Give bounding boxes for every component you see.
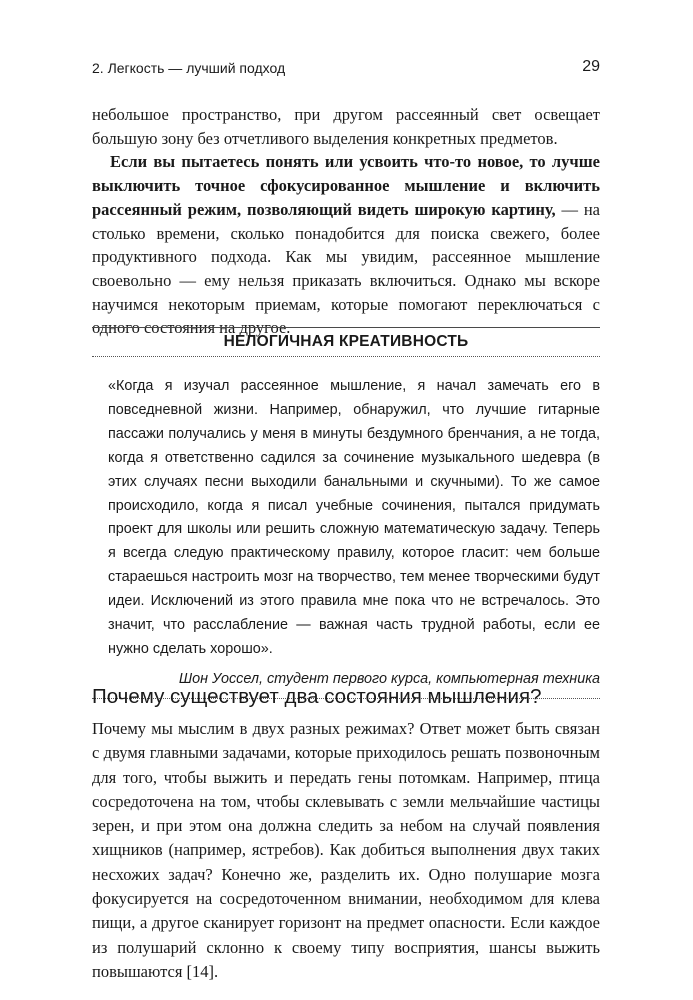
section-heading: Почему существует два состояния мышления? xyxy=(92,685,542,708)
intro-text xyxy=(92,103,600,340)
intro-paragraph-2 xyxy=(92,150,600,340)
intro-paragraph-2-rest: — на столько времени, сколько понадобится для поиска свежего, более продуктивного подхода. Как мы увидим, рассеянное мышление своевольно — ему нельзя приказать включиться. Однако мы вскоре научимся некоторым приемам, которые помогают переключаться с одного состояния на другое. xyxy=(92,199,600,338)
running-header xyxy=(92,60,600,80)
chapter-title: 2. Легкость — лучший подход xyxy=(92,60,286,76)
intro-paragraph-1: небольшое пространство, при другом рассеянный свет освещает большую зону без отчетливого выделения конкретных предметов. xyxy=(92,105,600,148)
sidebar-title: НЕЛОГИЧНАЯ КРЕАТИВНОСТЬ xyxy=(223,333,469,350)
sidebar-box xyxy=(92,327,600,699)
section-text xyxy=(92,717,600,984)
page-number: 29 xyxy=(582,58,600,75)
section-paragraph: Почему мы мыслим в двух разных режимах? Ответ может быть связан с двумя главными задачами, которые приходилось решать позвоночным для того, чтобы выжить и передать гены потомкам. Например, птица сосредоточена на том, чтобы склевывать с земли мельчайшие частицы зерен, и при этом она должна следить за небом на случай появления хищников (например, ястребов). Как добиться выполнения двух таких несхожих задач? Конечно же, разделить их. Одно полушарие мозга фокусируется на сосредоточенном внимании, необходимом для клева пищи, а другое сканирует горизонт на предмет опасности. Если каждое из полушарий склонно к своему типу восприятия, шансы выжить повышаются [14]. xyxy=(92,719,600,981)
sidebar-attribution: Шон Уоссел, студент первого курса, компьютерная техника xyxy=(178,670,600,687)
sidebar-quote: «Когда я изучал рассеянное мышление, я начал замечать его в повседневной жизни. Например, обнаружил, что лучшие гитарные пассажи получались у меня в минуты бездумного бренчания, а не тогда, когда я ответственно садился за сочинение музыкального шедевра (в этих случаях песни выходили банальными и скучными). То же самое происходило, когда я писал учебные сочинения, пытался придумать проект для школы или решить сложную математическую задачу. Теперь я всегда следую практическому правилу, которое гласит: чем больше стараешься настроить мозг на творчество, тем менее творческими будут идеи. Исключений из этого правила мне пока что не встречалось. Это значит, что расслабление — важная часть трудной работы, если ее нужно сделать хорошо». xyxy=(108,378,600,657)
sidebar-title-rule xyxy=(92,356,600,357)
intro-paragraph-2-bold: Если вы пытаетесь понять или усвоить что-то новое, то лучше выключить точное сфокусированное мышление и включить рассеянный режим, позволяющий видеть широкую картину, xyxy=(92,152,600,219)
